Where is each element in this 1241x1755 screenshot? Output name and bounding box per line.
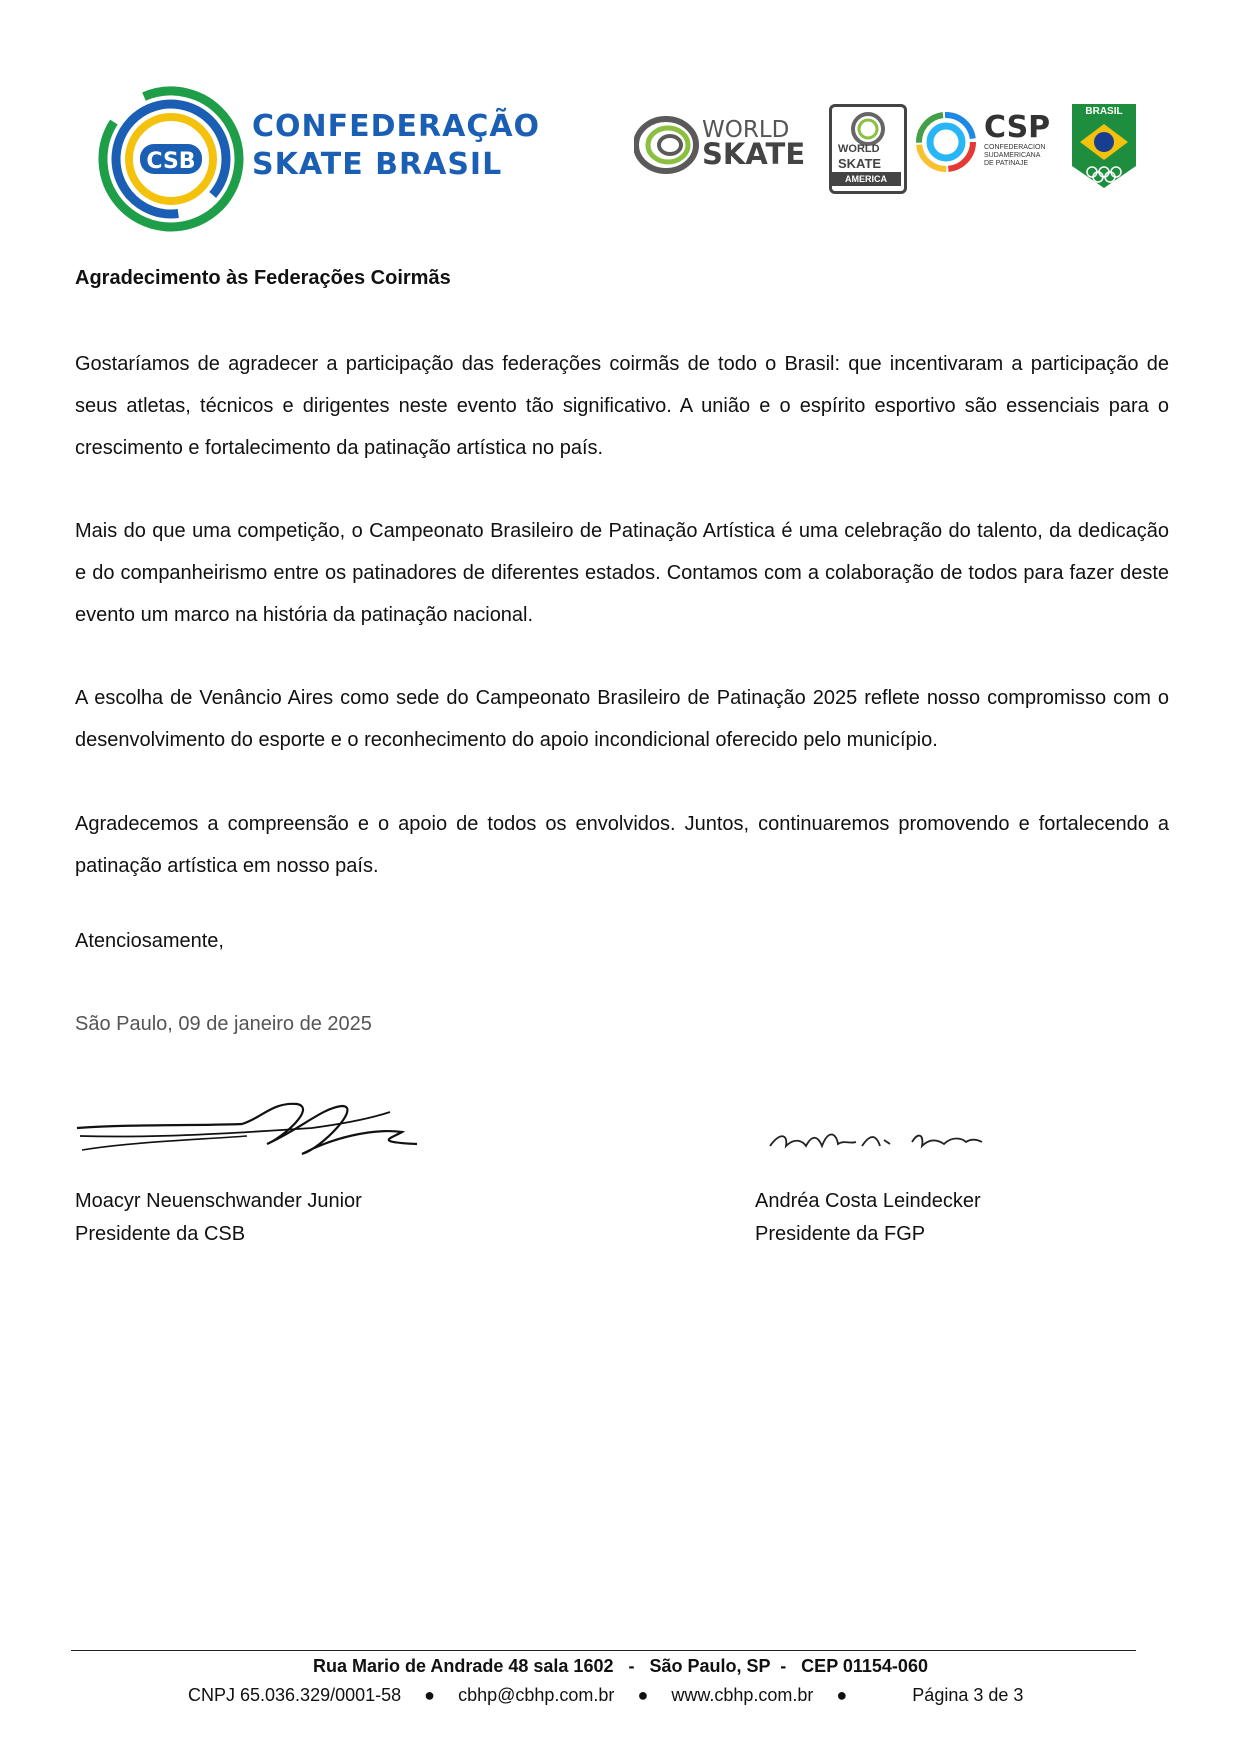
signatory-1-name: Moacyr Neuenschwander Junior <box>75 1190 362 1212</box>
signatory-2-role: Presidente da FGP <box>755 1223 926 1245</box>
csp-ring-icon <box>914 110 982 174</box>
footer-page-number: Página 3 de 3 <box>912 1685 1024 1705</box>
csb-logo-icon <box>96 84 246 234</box>
paragraph-2: Mais do que uma competição, o Campeonato Brasileiro de Patinação Artística é uma celebração do talento, da dedicação e do companheirismo entre os patinadores de diferentes estados. Contamos com a colaboração de todos para fazer deste evento um marco na história da patinação nacional. <box>75 520 1169 626</box>
wsa-line1: WORLD <box>838 143 880 155</box>
footer-contact <box>188 1685 1023 1706</box>
signature-2-image <box>766 1120 986 1158</box>
signatory-2-name: Andréa Costa Leindecker <box>755 1190 981 1212</box>
csp-line2: SUDAMERICANA <box>984 152 1041 159</box>
csb-wordmark <box>252 108 540 184</box>
csp-line1: CONFEDERACION <box>984 144 1046 151</box>
footer-address: Rua Mario de Andrade 48 sala 1602 - São Paulo, SP - CEP 01154-060 <box>313 1656 928 1676</box>
letter-title: Agradecimento às Federações Coirmãs <box>75 267 451 289</box>
csb-name-line2: SKATE BRASIL <box>252 147 503 182</box>
world-skate-wordmark <box>702 117 806 171</box>
closing: Atenciosamente, <box>75 930 224 952</box>
footer-website[interactable]: www.cbhp.com.br <box>671 1685 814 1705</box>
paragraph-4: Agradecemos a compreensão e o apoio de todos os envolvidos. Juntos, continuaremos promovendo e fortalecendo a patinação artística em nosso país. <box>75 813 1169 877</box>
brasil-label: BRASIL <box>1085 106 1123 117</box>
paragraph-1: Gostaríamos de agradecer a participação das federações coirmãs de todo o Brasil: que incentivaram a participação de seus atletas, técnicos e dirigentes neste evento tão significativo. A união e o espírito esportivo são essenciais para o crescimento e fortalecimento da patinação artística no país. <box>75 353 1169 459</box>
world-skate-line2: SKATE <box>702 137 806 171</box>
wsa-line3: AMERICA <box>831 172 901 186</box>
paragraph-3: A escolha de Venâncio Aires como sede do Campeonato Brasileiro de Patinação 2025 reflete nosso compromisso com o desenvolvimento do esporte e o reconhecimento do apoio incondicional oferecido pelo município. <box>75 687 1169 751</box>
signatory-1 <box>75 1185 362 1251</box>
footer-bullet-1: ● <box>424 1685 436 1705</box>
world-skate-america-swirl-icon <box>832 107 904 147</box>
footer-email[interactable]: cbhp@cbhp.com.br <box>458 1685 615 1705</box>
csb-monogram: CSB <box>146 149 196 174</box>
footer-bullet-2: ● <box>637 1685 649 1705</box>
csp-fullname <box>984 144 1045 168</box>
signature-1-image <box>72 1098 417 1168</box>
footer-bullet-3: ● <box>836 1685 848 1705</box>
footer-cnpj: CNPJ 65.036.329/0001-58 <box>188 1685 402 1705</box>
csp-line3: DE PATINAJE <box>984 160 1029 167</box>
wsa-line2: SKATE <box>838 156 882 171</box>
world-skate-line1: WORLD <box>702 117 790 143</box>
signatory-1-role: Presidente da CSB <box>75 1223 246 1245</box>
csb-name-line1: CONFEDERAÇÃO <box>252 109 541 144</box>
signatory-2 <box>755 1185 981 1251</box>
csp-abbr: CSP <box>984 110 1051 145</box>
place-date: São Paulo, 09 de janeiro de 2025 <box>75 1013 372 1035</box>
footer-divider <box>71 1650 1136 1651</box>
